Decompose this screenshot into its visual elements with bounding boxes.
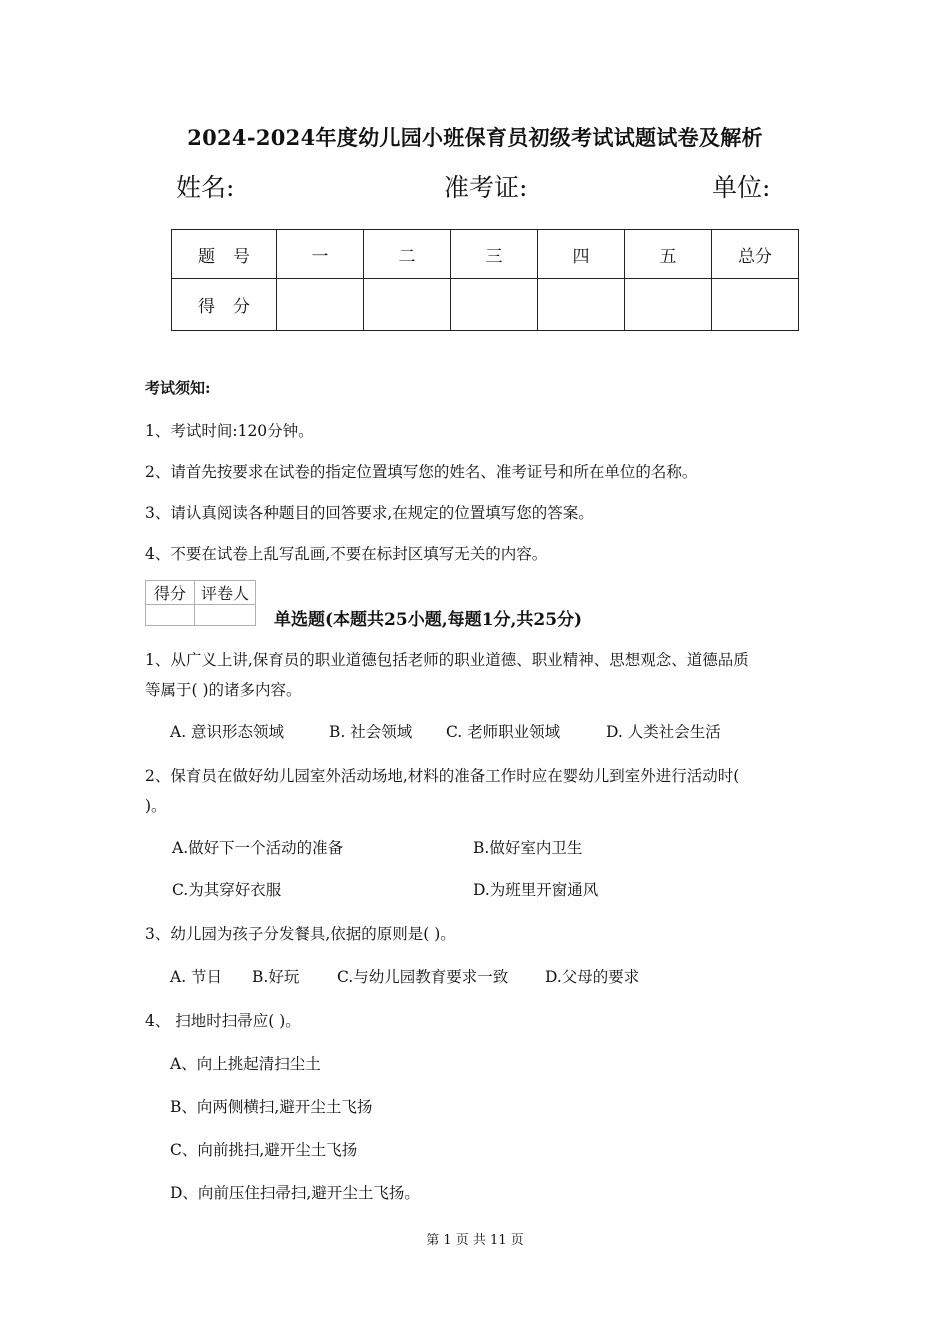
question-3-text: 3、幼儿园为孩子分发餐具,依据的原则是( )。: [145, 925, 456, 943]
question-1-text: 1、从广义上讲,保育员的职业道德包括老师的职业道德、职业精神、思想观念、道德品质: [145, 651, 749, 669]
score-cell-blank: [277, 279, 364, 331]
question-1-option-b: B. 社会领域: [329, 723, 413, 741]
page-title: 2024-2024年度幼儿园小班保育员初级考试试题试卷及解析: [187, 125, 763, 150]
question-2-option-d: D.为班里开窗通风: [473, 881, 599, 899]
question-4-option-c: C、向前挑扫,避开尘土飞扬: [170, 1141, 358, 1159]
question-4-option-d: D、向前压住扫帚扫,避开尘土飞扬。: [170, 1184, 420, 1202]
grader-score-blank: [146, 605, 195, 626]
score-table: [171, 229, 799, 331]
question-4-text: 4、 扫地时扫帚应( )。: [145, 1012, 301, 1030]
grader-score-label: 得分: [146, 581, 195, 605]
question-3-option-b: B.好玩: [252, 968, 300, 986]
question-2-text: 2、保育员在做好幼儿园室外活动场地,材料的准备工作时应在婴幼儿到室外进行活动时(: [145, 767, 740, 785]
score-cell-blank: [538, 279, 625, 331]
notice-item: 3、请认真阅读各种题目的回答要求,在规定的位置填写您的答案。: [145, 504, 594, 522]
question-2-option-b: B.做好室内卫生: [473, 839, 583, 857]
question-2-option-c: C.为其穿好衣服: [172, 881, 282, 899]
score-table-cell: 得分: [172, 279, 277, 331]
candidate-info-row: [176, 168, 780, 204]
exam-number-label: 准考证:: [444, 173, 528, 202]
score-table-cell: 三: [451, 230, 538, 279]
question-1-option-d: D. 人类社会生活: [606, 723, 721, 741]
question-1-text-cont: 等属于( )的诸多内容。: [145, 681, 302, 699]
question-4-option-b: B、向两侧横扫,避开尘土飞扬: [170, 1098, 373, 1116]
question-2-text-cont: )。: [145, 797, 167, 815]
score-cell-blank: [625, 279, 712, 331]
unit-label: 单位:: [712, 173, 771, 202]
notice-title: 考试须知:: [145, 379, 211, 397]
score-table-cell: 四: [538, 230, 625, 279]
grader-name-blank: [195, 605, 256, 626]
score-table-cell: 五: [625, 230, 712, 279]
question-1-option-c: C. 老师职业领域: [446, 723, 561, 741]
grader-name-label: 评卷人: [195, 581, 256, 605]
question-1-option-a: A. 意识形态领域: [170, 723, 285, 741]
notice-item: 1、考试时间:120分钟。: [145, 422, 314, 440]
question-2-option-a: A.做好下一个活动的准备: [172, 839, 344, 857]
notice-item: 4、不要在试卷上乱写乱画,不要在标封区填写无关的内容。: [145, 545, 548, 563]
question-3-option-c: C.与幼儿园教育要求一致: [337, 968, 509, 986]
page-footer: 第 1 页 共 11 页: [426, 1233, 524, 1248]
score-cell-blank: [712, 279, 799, 331]
score-cell-blank: [451, 279, 538, 331]
name-label: 姓名:: [176, 173, 235, 202]
question-3-option-d: D.父母的要求: [545, 968, 640, 986]
score-table-cell: 二: [364, 230, 451, 279]
score-table-cell: 一: [277, 230, 364, 279]
section-title: 单选题(本题共25小题,每题1分,共25分): [274, 610, 583, 630]
score-table-cell: 总分: [712, 230, 799, 279]
score-table-cell: 题号: [172, 230, 277, 279]
score-cell-blank: [364, 279, 451, 331]
question-4-option-a: A、向上挑起清扫尘土: [170, 1055, 321, 1073]
score-table-header-row: [172, 230, 799, 279]
grader-box: [145, 580, 256, 626]
question-3-option-a: A. 节日: [170, 968, 223, 986]
score-table-score-row: [172, 279, 799, 331]
notice-item: 2、请首先按要求在试卷的指定位置填写您的姓名、准考证号和所在单位的名称。: [145, 463, 698, 481]
